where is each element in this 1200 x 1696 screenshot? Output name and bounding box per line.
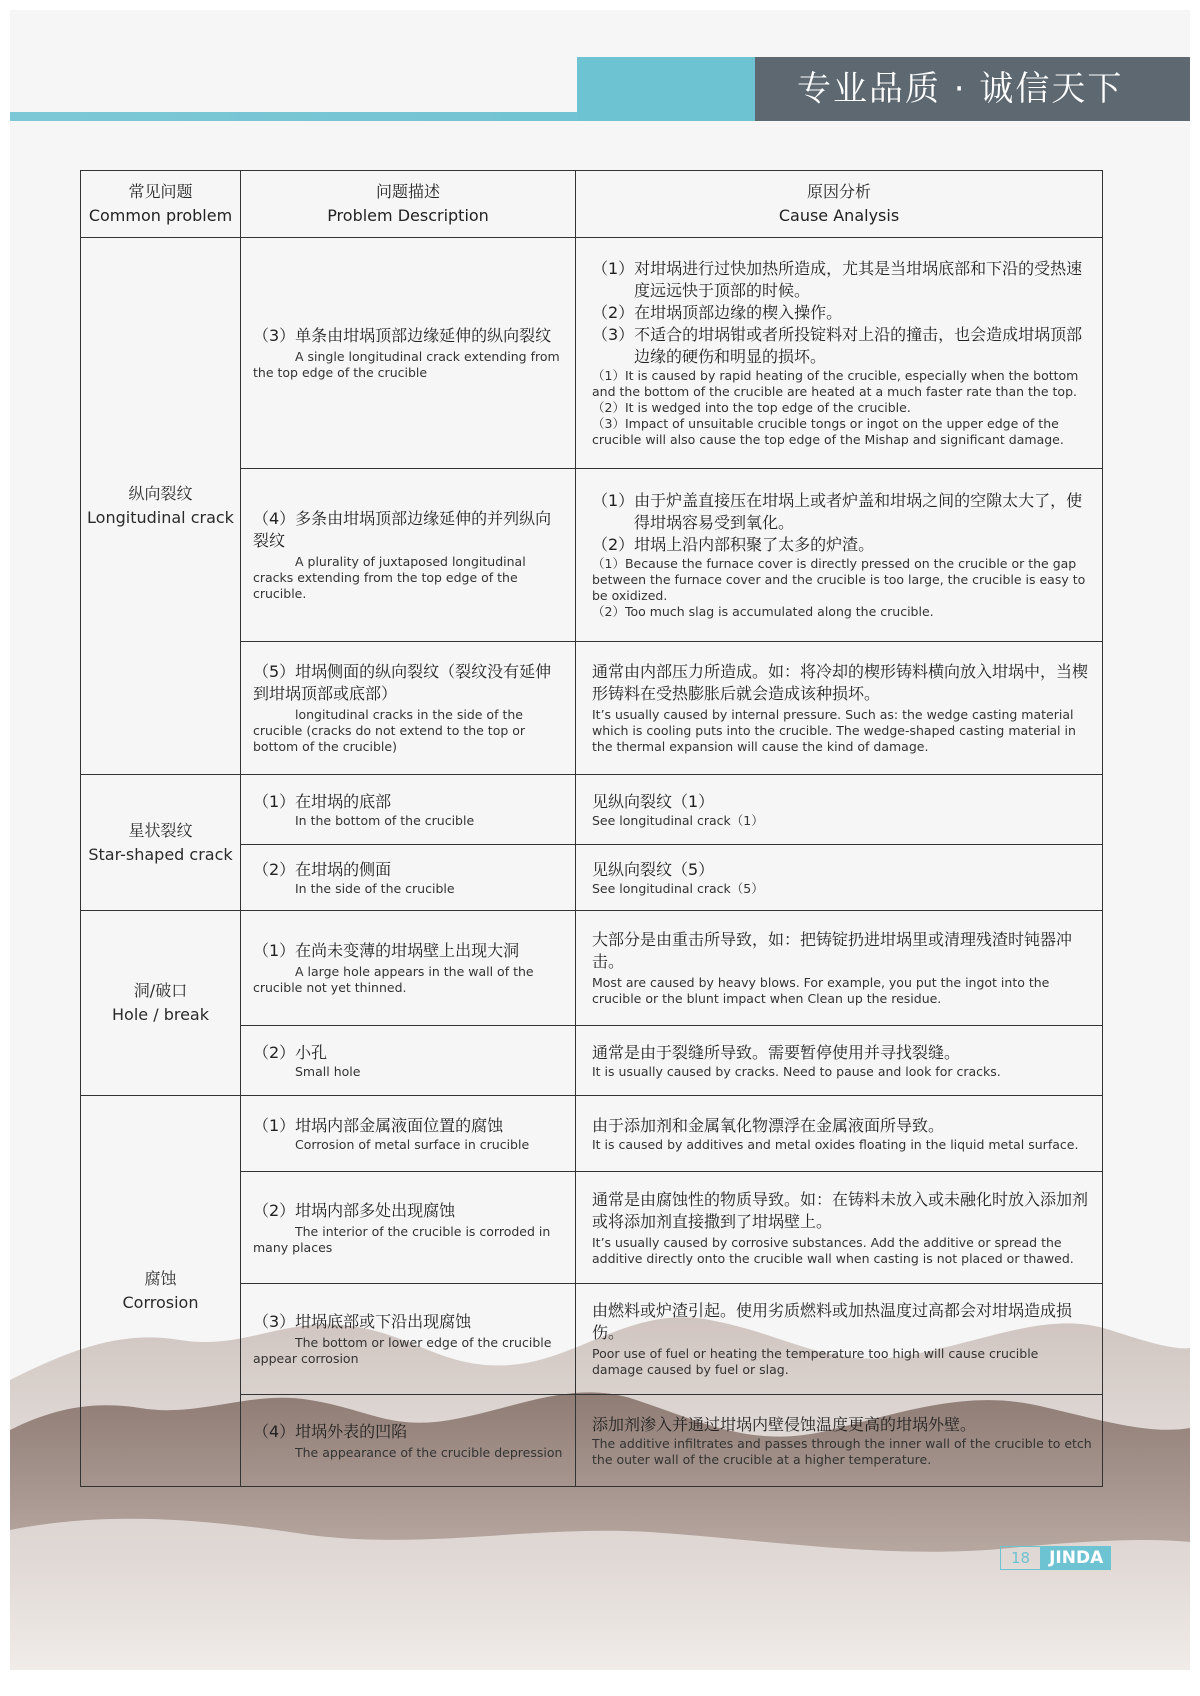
table-row [81, 911, 1103, 1026]
cause-analysis: 添加剂渗入并通过坩埚内壁侵蚀温度更高的坩埚外壁。 The additive infiltrates and passes through the inner wall of the crucible to etch the outer wall of the crucible at a higher temperature. [576, 1395, 1103, 1487]
problem-description: （3）坩埚底部或下沿出现腐蚀 The bottom or lower edge of the crucible appear corrosion [241, 1284, 576, 1395]
cause-analysis: （1）对坩埚进行过快加热所造成，尤其是当坩埚底部和下沿的受热速度远远快于顶部的时候。 （2）在坩埚顶部边缘的楔入操作。 （3）不适合的坩埚钳或者所投锭料对上沿的撞击，也会造成坩埚顶部边缘的硬伤和明显的损坏。 （1）It is caused by rapid heating of the crucible, especially when the bottom and the bottom of the crucible are heated at a much faster rate than the top. （2）It is wedged into the top edge of the crucible. （3）Impact of unsuitable crucible tongs or ingot on the upper edge of the crucible will also cause the top edge of the Mishap and significant damage. [576, 238, 1103, 469]
category-star-shaped-crack: 星状裂纹 Star-shaped crack [81, 775, 241, 911]
table-header-row [81, 171, 1103, 238]
problem-description: （4）多条由坩埚顶部边缘延伸的并列纵向裂纹 A plurality of juxtaposed longitudinal cracks extending from the top edge of the crucible. [241, 469, 576, 642]
column-header-cause: 原因分析 Cause Analysis [576, 171, 1103, 238]
problem-description: （3）单条由坩埚顶部边缘延伸的纵向裂纹 A single longitudinal crack extending from the top edge of the crucible [241, 238, 576, 469]
header-teal-block [577, 57, 767, 121]
cause-analysis: 大部分是由重击所导致，如：把铸锭扔进坩埚里或清理残渣时钝器冲击。 Most are caused by heavy blows. For example, you put the ingot into the crucible or the blunt impact when Clean up the residue. [576, 911, 1103, 1026]
problem-description: （2）小孔 Small hole [241, 1026, 576, 1096]
cause-analysis: 通常是由于裂缝所导致。需要暂停使用并寻找裂缝。 It is usually caused by cracks. Need to pause and look for cracks. [576, 1026, 1103, 1096]
cause-analysis: 见纵向裂纹（5） See longitudinal crack（5） [576, 845, 1103, 911]
problem-description: （2）坩埚内部多处出现腐蚀 The interior of the crucible is corroded in many places [241, 1172, 576, 1284]
column-header-problem: 常见问题 Common problem [81, 171, 241, 238]
table-row [81, 238, 1103, 469]
cause-analysis: 由燃料或炉渣引起。使用劣质燃料或加热温度过高都会对坩埚造成损伤。 Poor use of fuel or heating the temperature too high will cause crucible damage caused by fuel or slag. [576, 1284, 1103, 1395]
problem-description: （1）坩埚内部金属液面位置的腐蚀 Corrosion of metal surface in crucible [241, 1096, 576, 1172]
brand-label: JINDA [1041, 1546, 1111, 1570]
category-longitudinal-crack: 纵向裂纹 Longitudinal crack [81, 238, 241, 775]
problem-description: （4）坩埚外表的凹陷 The appearance of the crucible depression [241, 1395, 576, 1487]
cause-analysis: 通常由内部压力所造成。如：将冷却的楔形铸料横向放入坩埚中，当楔形铸料在受热膨胀后就会造成该种损坏。 It’s usually caused by internal pressure. Such as: the wedge casting material which is cooling puts into the crucible. The wedge-shaped casting material in the thermal expansion will cause the kind of damage. [576, 642, 1103, 775]
column-header-description: 问题描述 Problem Description [241, 171, 576, 238]
cause-analysis: 由于添加剂和金属氧化物漂浮在金属液面所导致。 It is caused by additives and metal oxides floating in the liquid metal surface. [576, 1096, 1103, 1172]
cause-analysis: 通常是由腐蚀性的物质导致。如：在铸料未放入或未融化时放入添加剂或将添加剂直接撒到了坩埚壁上。 It’s usually caused by corrosive substances. Add the additive or spread the additive directly onto the crucible wall when casting is not placed or thawed. [576, 1172, 1103, 1284]
page-number: 18 [1000, 1546, 1041, 1570]
page-footer [1000, 1546, 1111, 1570]
header-slogan: 专业品质 · 诚信天下 [755, 57, 1190, 121]
problem-description: （2）在坩埚的侧面 In the side of the crucible [241, 845, 576, 911]
cause-analysis: 见纵向裂纹（1） See longitudinal crack（1） [576, 775, 1103, 845]
table-row [81, 775, 1103, 845]
problem-table [80, 170, 1103, 1487]
category-corrosion: 腐蚀 Corrosion [81, 1096, 241, 1487]
problem-description: （1）在坩埚的底部 In the bottom of the crucible [241, 775, 576, 845]
problem-description: （1）在尚未变薄的坩埚壁上出现大洞 A large hole appears in the wall of the crucible not yet thinned. [241, 911, 576, 1026]
table-row [81, 1096, 1103, 1172]
problem-description: （5）坩埚侧面的纵向裂纹（裂纹没有延伸到坩埚顶部或底部） longitudinal cracks in the side of the crucible (cracks do not extend to the top or bottom of the crucible) [241, 642, 576, 775]
cause-analysis: （1）由于炉盖直接压在坩埚上或者炉盖和坩埚之间的空隙太大了，使得坩埚容易受到氧化。 （2）坩埚上沿内部积聚了太多的炉渣。 （1）Because the furnace cover is directly pressed on the crucible or the gap between the furnace cover and the crucible is too large, the crucible is easy to be oxidized. （2）Too much slag is accumulated along the crucible. [576, 469, 1103, 642]
category-hole-break: 洞/破口 Hole / break [81, 911, 241, 1096]
